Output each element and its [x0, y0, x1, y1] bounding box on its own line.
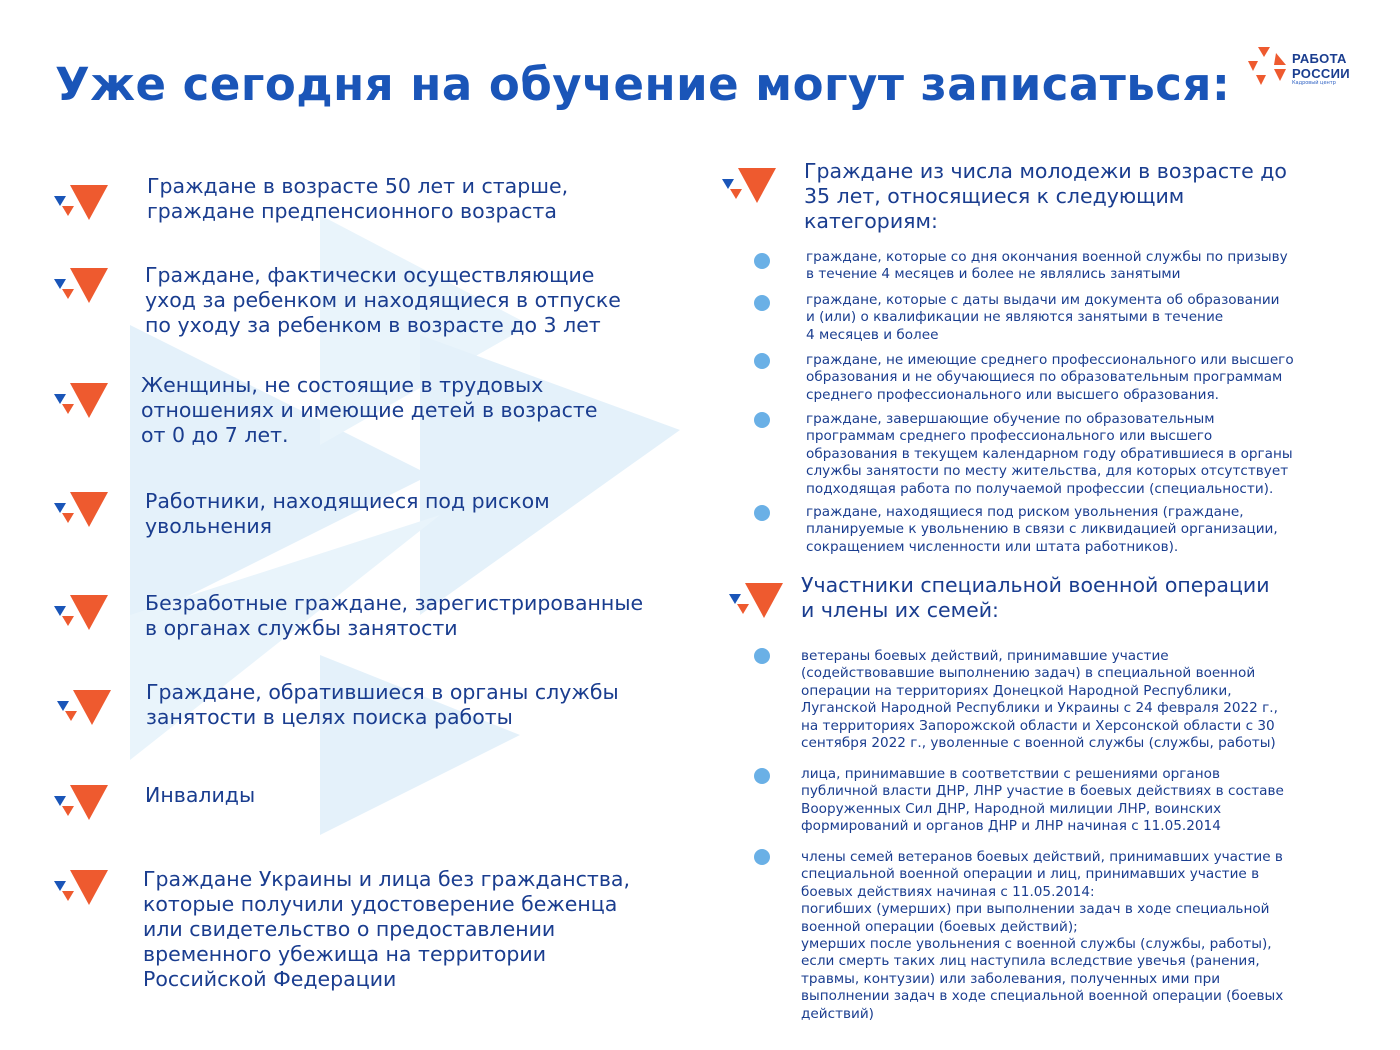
left-item-8: Граждане Украины и лица без гражданства, которые получили удостоверение беженца или свидетельство о предоставлении временного убежища на территории Российской Федерации	[143, 867, 630, 991]
triangle-mark-icon	[52, 865, 110, 911]
left-item-6: Граждане, обратившиеся в органы службы занятости в целях поиска работы	[146, 680, 619, 729]
dot-bullet-icon	[754, 412, 770, 428]
rabota-rossii-logo-icon	[1246, 45, 1290, 89]
triangle-mark-icon	[52, 378, 110, 424]
youth-item-3: граждане, не имеющие среднего профессионального или высшего образования и не обучающиеся по образовательным программам среднего профессионального или высшего образования.	[806, 352, 1294, 403]
dot-bullet-icon	[754, 768, 770, 784]
left-item-7: Инвалиды	[145, 783, 256, 807]
left-item-5: Безработные граждане, зарегистрированные в органах службы занятости	[145, 591, 644, 640]
svo-item-2: лица, принимавшие в соответствии с решениями органов публичной власти ДНР, ЛНР участие в боевых действиях в составе Вооруженных Сил ДНР, Народной милиции ЛНР, воинских формирований и органов ДНР и ЛНР начиная с 11.05.2014	[801, 766, 1284, 835]
logo-name-line2: РОССИИ	[1292, 66, 1350, 81]
svo-heading: Участники специальной военной операции и члены их семей:	[801, 573, 1270, 622]
logo-name-line1: РАБОТА	[1292, 51, 1347, 66]
left-item-3: Женщины, не состоящие в трудовых отношениях и имеющие детей в возрасте от 0 до 7 лет.	[141, 373, 598, 447]
dot-bullet-icon	[754, 353, 770, 369]
youth-item-2: граждане, которые с даты выдачи им документа об образовании и (или) о квалификации не являются занятыми в течение 4 месяцев и более	[806, 292, 1280, 343]
triangle-mark-icon	[52, 487, 110, 533]
triangle-mark-icon	[52, 780, 110, 826]
triangle-mark-icon	[55, 685, 113, 731]
left-item-4: Работники, находящиеся под риском увольнения	[145, 489, 550, 538]
youth-item-5: граждане, находящиеся под риском увольнения (граждане, планируемые к увольнению в связи с ликвидацией организации, сокращением численности или штата работников).	[806, 504, 1278, 555]
youth-item-4: граждане, завершающие обучение по образовательным программам среднего профессионального или высшего образования в текущем календарном году обратившиеся в органы службы занятости по месту жительства, для которых отсутствует подходящая работа по получаемой профессии (специальности).	[806, 411, 1293, 497]
triangle-mark-icon	[727, 578, 785, 624]
left-item-1: Граждане в возрасте 50 лет и старше, граждане предпенсионного возраста	[147, 174, 569, 223]
logo-subtitle: Кадровый центр	[1292, 80, 1336, 86]
svo-item-3: члены семей ветеранов боевых действий, принимавших участие в специальной военной операции и лиц, принимавших участие в боевых действиях начиная с 11.05.2014: погибших (умерших) при выполнении задач в ходе специальной военной операции (боевых действий); умерших после увольнения с военной службы (службы, работы), если смерть таких лиц наступила вследствие увечья (ранения, травмы, контузии) или заболевания, полученных ими при выполнении задач в ходе специальной военной операции (боевых действий)	[801, 849, 1284, 1022]
page-title: Уже сегодня на обучение могут записаться:	[55, 58, 1231, 111]
dot-bullet-icon	[754, 253, 770, 269]
triangle-mark-icon	[720, 163, 778, 209]
left-item-2: Граждане, фактически осуществляющие уход за ребенком и находящиеся в отпуске по уходу за ребенком в возрасте до 3 лет	[145, 263, 621, 337]
dot-bullet-icon	[754, 505, 770, 521]
youth-item-1: граждане, которые со дня окончания военной службы по призыву в течение 4 месяцев и более не являлись занятыми	[806, 249, 1288, 283]
dot-bullet-icon	[754, 295, 770, 311]
youth-heading: Граждане из числа молодежи в возрасте до 35 лет, относящиеся к следующим категориям:	[804, 159, 1287, 233]
dot-bullet-icon	[754, 648, 770, 664]
triangle-mark-icon	[52, 590, 110, 636]
svo-item-1: ветераны боевых действий, принимавшие участие (содействовавшие выполнению задач) в специальной военной операции на территориях Донецкой Народной Республики, Луганской Народной Республики и Украины с 24 февраля 2022 г., на территориях Запорожской области и Херсонской области с 30 сентября 2022 г., уволенные с военной службы (службы, работы)	[801, 648, 1278, 752]
logo	[1246, 45, 1366, 90]
triangle-mark-icon	[52, 180, 110, 226]
triangle-mark-icon	[52, 263, 110, 309]
dot-bullet-icon	[754, 849, 770, 865]
